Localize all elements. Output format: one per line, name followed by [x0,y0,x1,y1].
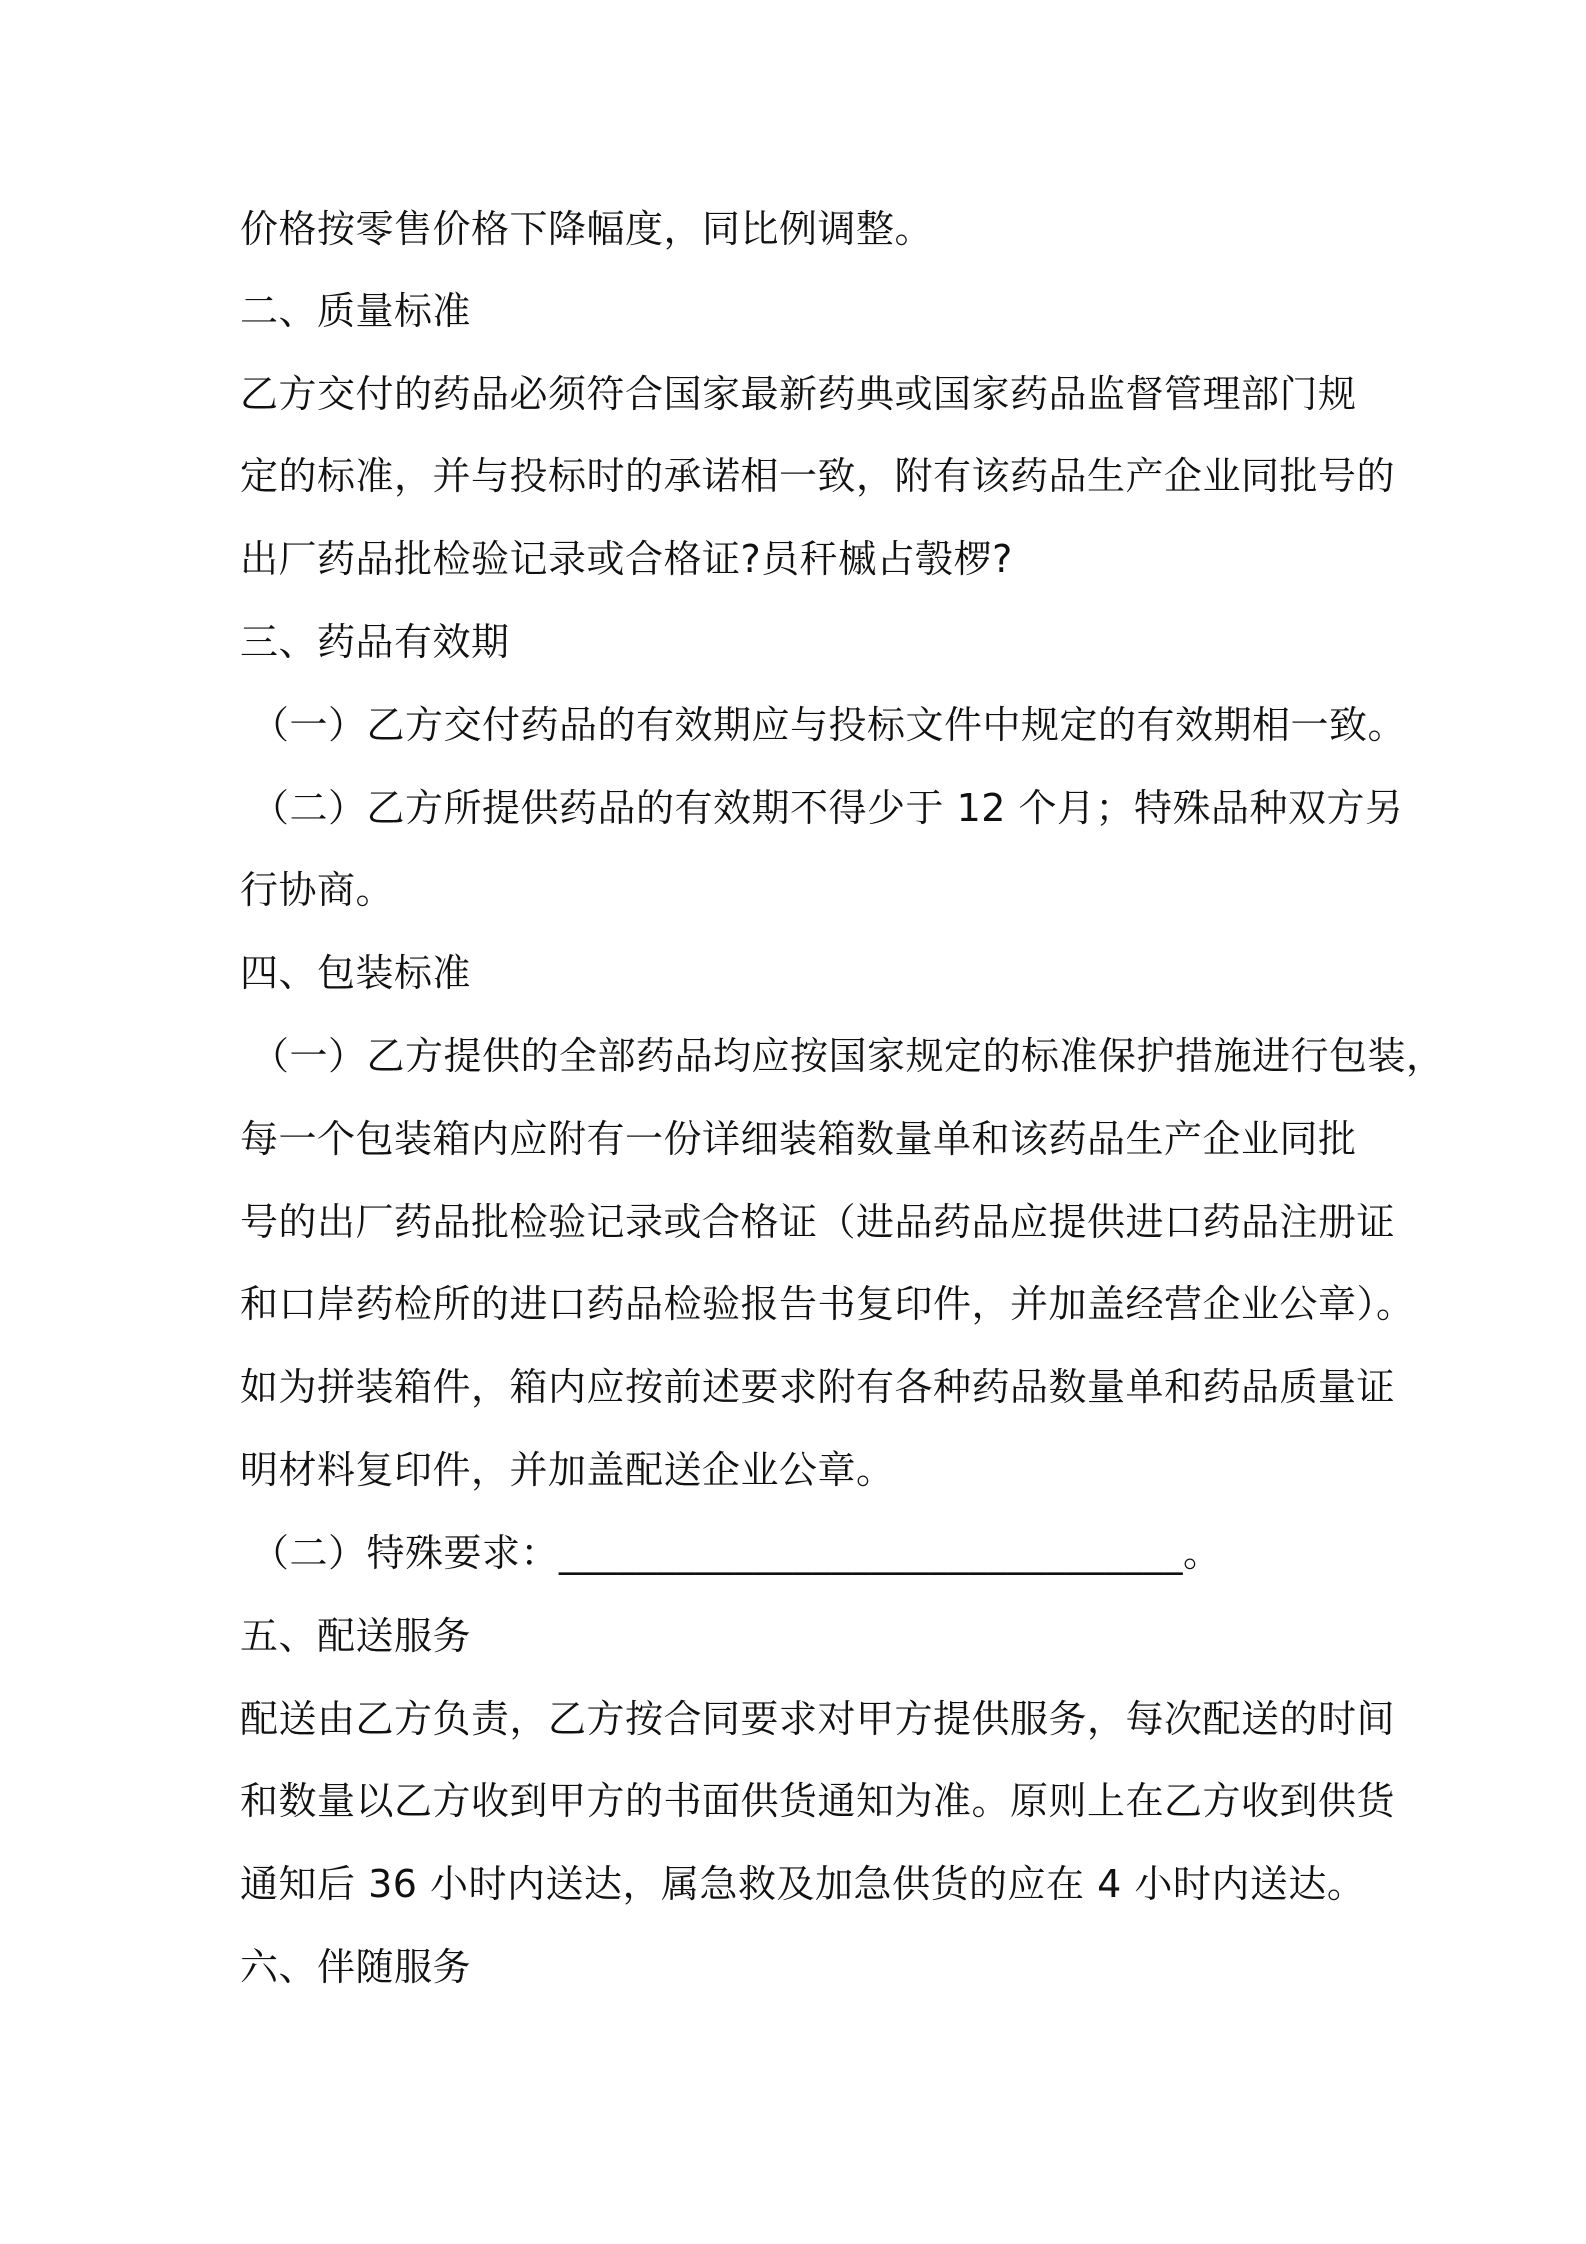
paragraph-line: 出厂药品批检验记录或合格证?员秆槭占彀椤? [240,537,1013,581]
paragraph-line: 每一个包装箱内应附有一份详细装箱数量单和该药品生产企业同批 [240,1117,1357,1161]
paragraph-line: 定的标准，并与投标时的承诺相一致，附有该药品生产企业同批号的 [240,454,1396,498]
paragraph-line: 和数量以乙方收到甲方的书面供货通知为准。原则上在乙方收到供货 [240,1779,1396,1823]
paragraph-line: 行协商。 [240,868,395,912]
paragraph-line: 通知后 36 小时内送达，属急救及加急供货的应在 4 小时内送达。 [240,1862,1366,1906]
section-heading-service: 六、伴随服务 [240,1945,472,1989]
section-heading-delivery: 五、配送服务 [240,1614,472,1658]
paragraph-line: （二）乙方所提供药品的有效期不得少于 12 个月；特殊品种双方另 [251,786,1404,830]
paragraph-line: 和口岸药检所的进口药品检验报告书复印件，并加盖经营企业公章）。 [240,1282,1415,1326]
paragraph-line: 价格按零售价格下降幅度，同比例调整。 [240,207,934,251]
paragraph-line: 号的出厂药品批检验记录或合格证（进品药品应提供进口药品注册证 [240,1200,1396,1244]
paragraph-line: （一）乙方提供的全部药品均应按国家规定的标准保护措施进行包装， [251,1034,1445,1078]
section-heading-validity: 三、药品有效期 [240,620,510,664]
paragraph-line: 如为拼装箱件，箱内应按前述要求附有各种药品数量单和药品质量证 [240,1365,1396,1409]
paragraph-line: （一）乙方交付药品的有效期应与投标文件中规定的有效期相一致。 [251,703,1407,747]
section-heading-quality: 二、质量标准 [240,289,472,333]
special-requirements-line: （二）特殊要求：________________________________。 [251,1531,1222,1575]
paragraph-line: 明材料复印件，并加盖配送企业公章。 [240,1448,895,1492]
paragraph-line: 乙方交付的药品必须符合国家最新药典或国家药品监督管理部门规 [240,372,1357,416]
section-heading-packaging: 四、包装标准 [240,951,472,995]
paragraph-line: 配送由乙方负责，乙方按合同要求对甲方提供服务，每次配送的时间 [240,1697,1396,1741]
